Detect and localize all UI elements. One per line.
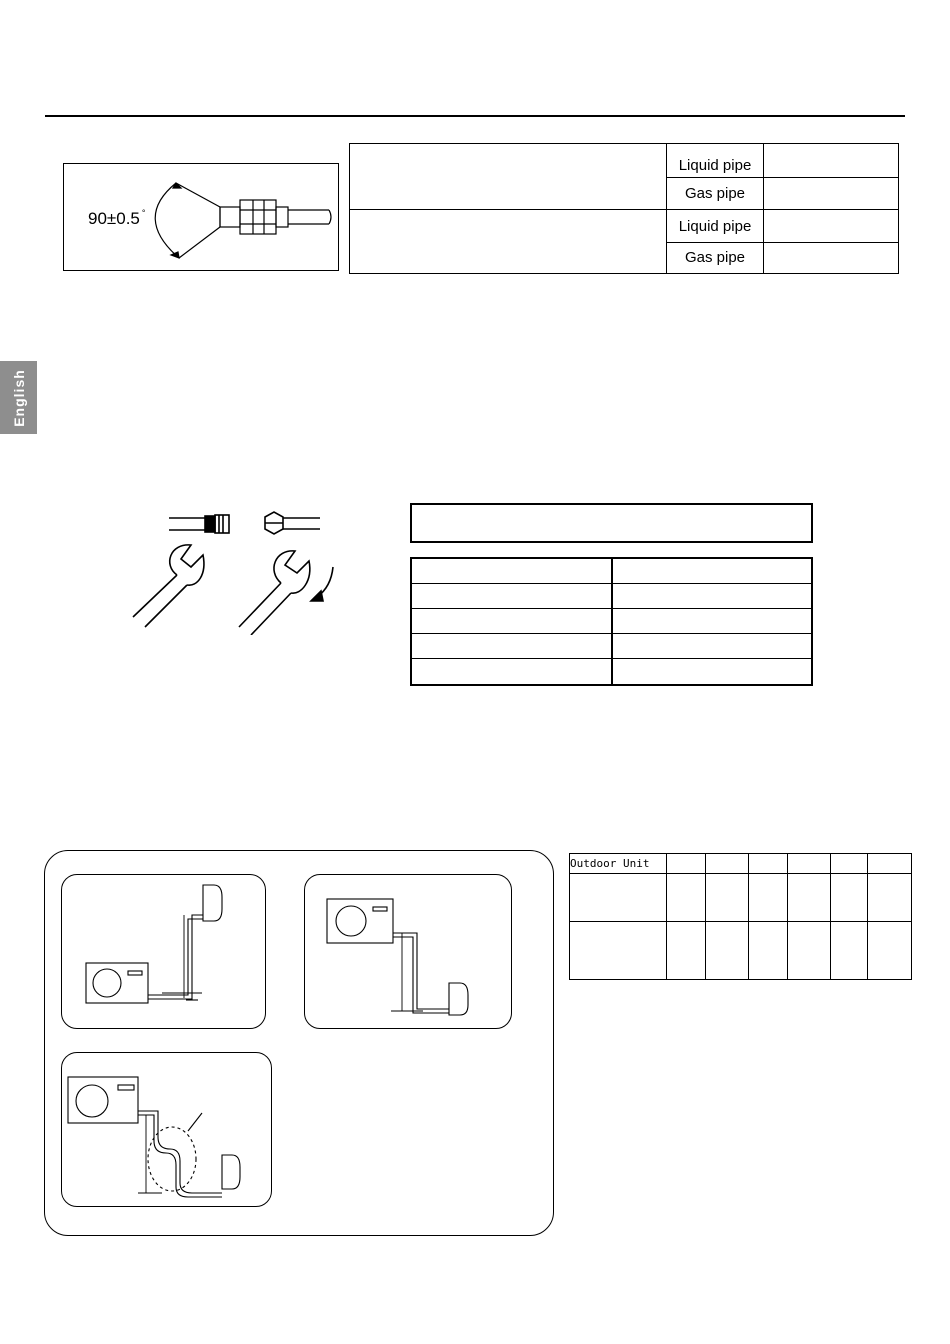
outdoor-unit-table <box>569 853 912 980</box>
outdoor-unit-header: Outdoor Unit <box>570 854 667 874</box>
header-rule <box>45 115 905 117</box>
wrench-tightening-diagram <box>125 505 355 635</box>
torque-table <box>410 557 813 686</box>
ou-cell <box>749 854 788 874</box>
flare-nut-diagram <box>63 163 339 271</box>
spec-pipe-label: Liquid pipe <box>667 210 764 242</box>
spec-group-label <box>350 210 667 274</box>
flare-spec-table <box>349 143 899 274</box>
ou-cell <box>831 854 868 874</box>
outdoor-above-illustration <box>305 875 513 1030</box>
spec-value <box>764 210 899 242</box>
torque-row <box>412 634 811 659</box>
torque-row <box>412 584 811 609</box>
spec-value <box>764 178 899 210</box>
torque-header-box <box>410 503 813 543</box>
language-tab[interactable] <box>0 361 37 434</box>
ou-cell <box>667 922 706 980</box>
ou-cell <box>749 874 788 922</box>
ou-cell <box>868 854 912 874</box>
ou-cell <box>831 874 868 922</box>
torque-row <box>412 609 811 634</box>
ou-cell <box>868 874 912 922</box>
ou-cell <box>570 874 667 922</box>
ou-cell <box>706 854 749 874</box>
outdoor-below-diagram <box>61 874 266 1029</box>
ou-cell <box>749 922 788 980</box>
oil-trap-diagram <box>61 1052 272 1207</box>
ou-cell <box>788 922 831 980</box>
torque-row <box>412 659 811 684</box>
ou-cell <box>570 922 667 980</box>
torque-row <box>412 559 811 584</box>
ou-cell <box>667 854 706 874</box>
ou-cell <box>667 874 706 922</box>
ou-cell <box>706 874 749 922</box>
flare-angle-unit: ° <box>141 208 146 218</box>
spec-pipe-label: Gas pipe <box>667 178 764 210</box>
ou-cell <box>868 922 912 980</box>
ou-cell <box>706 922 749 980</box>
spec-value <box>764 144 899 178</box>
ou-cell <box>831 922 868 980</box>
spec-group-label <box>350 144 667 210</box>
ou-cell <box>788 854 831 874</box>
language-tab-label: English <box>10 368 27 427</box>
ou-cell <box>788 874 831 922</box>
spec-value <box>764 242 899 273</box>
spec-pipe-label: Liquid pipe <box>667 144 764 178</box>
outdoor-above-diagram <box>304 874 512 1029</box>
oil-trap-illustration <box>62 1053 273 1208</box>
outdoor-below-illustration <box>62 875 267 1030</box>
flare-angle-value: 90±0.5 <box>88 209 140 228</box>
spec-pipe-label: Gas pipe <box>667 242 764 273</box>
